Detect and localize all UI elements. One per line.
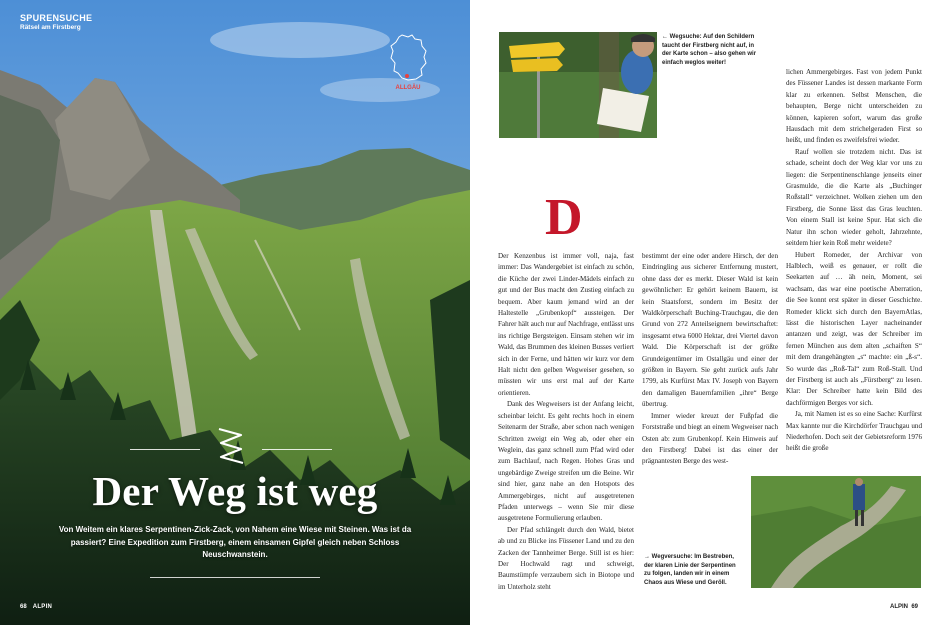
brand-right: ALPIN: [890, 604, 908, 610]
paragraph: Hubert Romeder, der Archivar von Halblech, weiß es genauer, er rollt die Seekarten auf … äh nein, Moment, sei wachsam, das war eine poetische Aberration, die See konnt erst später in dieser Geschichte. Romeder klickt sich durch den BayernAtlas, lässt die historischen Layer nacheinander antanzen und zeigt, was der Schreiber im fernen München aus dem alten „schaiften S“ mit dem drangehängten „s“ machte: ein „ß-s“. So wurde das „Roß-Tal“ zum Roß-Stall. Und der Firstberg ist auch als „Fürstberg“ zu lesen. Klar: Der Schreiber hatte kein Bild des dachförmigen Berges vor sich.: [786, 250, 922, 407]
location-marker-icon: [405, 74, 409, 78]
caption-bottom: [644, 553, 744, 587]
paragraph: Dank des Wegweisers ist der Anfang leicht, scheinbar leicht. Es geht rechts hoch in einem Seitenarm der Straße, aber schon nach wenigen Schritten zweigt ein Weg ab, oder eher ein Weglein, das ganz schnell zum Pfad wird oder zum Bachlauf, nach Regen. Hohes Gras und ungebärdige Zweige streifen um die Beine. Wir sind hier, ganz nahe an den Hotspots des Ammergebirges, nicht auf ausgetretenen Pfaden unterwegs – wenn Sie mir diese ausgetretene Formulierung erlauben.: [498, 400, 634, 523]
left-folio: [20, 604, 52, 610]
paragraph: Der Pfad schlängelt durch den Wald, bietet ab und zu Blicke ins Füssener Land und zu den Zacken der Tannheimer Berge. Still ist es hier: Der Hochwald ragt und schweigt, Baumstümpfe verzaubern sich in Biotope und im Unterholz steht: [498, 525, 634, 591]
zigzag-path-icon: [215, 425, 247, 465]
scree-hiker-photo: [751, 476, 921, 588]
paragraph: Immer wieder kreuzt der Fußpfad die Forststraße und biegt an einem Wegweiser nach Osten ab: zum Grubenkopf. Kein Hinweis auf den Firstberg! Dabei ist das einer der prägnantesten Berge des west-: [642, 411, 778, 466]
title-divider-left: [130, 449, 200, 450]
dropcap: D: [545, 189, 583, 246]
paragraph: Der Kenzenbus ist immer voll, naja, fast immer: Das Wandergebiet ist einfach zu schön, die Küche der zwei Linder-Mädels einfach zu gut und der Bus macht den Zustieg einfach zu bequem. Aber kaum jemand wird an der Haltestelle „Grubenkopf“ aussteigen. Der Fahrer hält auch nur auf Nachfrage, entlässt uns ins richtige Bergsteigen. Einsam stehen wir im Wald, das Brummen des kleinen Busses verliert sich in der Ferne, und hätten wir kurz vor dem Halt nicht den gelben Wegweiser gesehen, so müssten wir uns erst mal auf der Karte orientieren.: [498, 252, 634, 397]
arrow-right-icon: →: [644, 554, 650, 560]
text-column-2: [642, 251, 778, 468]
section-kicker: [20, 13, 92, 31]
map-label: ALLGÄU: [395, 85, 421, 91]
germany-map-icon: [388, 33, 428, 91]
caption-top-text: Wegsuche: Auf den Schildern taucht der Firstberg nicht auf, in der Karte schon – also gehen wir einfach weglos weiter!: [662, 34, 757, 66]
arrow-left-icon: ←: [662, 34, 668, 40]
article-title: Der Weg ist weg: [92, 468, 378, 514]
caption-bottom-text: Wegversuche: Im Bestreben, der klaren Linie der Serpentinen zu folgen, landen wir in einem Chaos aus Wiese und Geröll.: [644, 554, 736, 586]
paragraph: lichen Ammergebirges. Fast von jedem Punkt des Füssener Landes ist dessen markante Form klar zu erkennen. Selbst Menschen, die behaupten, Berge nicht unterscheiden zu können, kapieren sofort, warum das große Hausdach mit dem strichelgeraden First so heißt, und finden es zweifelsfrei wieder.: [786, 68, 922, 145]
paragraph: Rauf wollen sie trotzdem nicht. Das ist schade, scheint doch der Weg klar vor uns zu liegen: die Serpentinenschlange jenseits einer Grasmulde, die die Karte als „Buchinger Roßstall“ verzeichnet. Wolken ziehen um den Firstberg, die Sonne lässt das Gras leuchten. Von einem Stall ist keine Spur. Hat sich die Natur ihn schon wieder geholt, Jahrzehnte, seitdem hier kein Roß mehr weidete?: [786, 147, 922, 248]
caption-top: [662, 33, 757, 67]
right-page: [470, 0, 940, 625]
brand-left: ALPIN: [32, 604, 53, 610]
page-number-left: 68: [20, 604, 27, 610]
section-title: SPURENSUCHE: [20, 13, 93, 23]
hiker-map-photo: [499, 32, 657, 138]
right-folio: [890, 604, 918, 610]
text-column-3: [786, 67, 922, 455]
germany-outline-icon: [388, 33, 428, 83]
page-number-right: 69: [911, 604, 919, 610]
paragraph: bestimmt der eine oder andere Hirsch, der den Eindringling aus sicherer Entfernung mustert, ohne dass der es merkt. Dieser Wald ist kein gewöhnlicher: Er gehört keinem Bauern, ist kein Staatsforst, sondern im Besitz der Waldkörperschaft Buching-Trauchgau, die den Grund von 272 Anteilseignern bewirtschaftet: insgesamt etwa 6000 Hektar, drei Viertel davon Wald. Die Körperschaft ist der größte Grundeigentümer im Ostallgäu und einer der größten in Bayern. Sie geht zurück aufs Jahr 1799, als Kurfürst Max IV. Joseph von Bayern den damaligen Bauernfamilien „ihre“ Berge übertrug.: [642, 252, 778, 409]
text-column-1: [498, 251, 634, 593]
lead-divider: [150, 577, 320, 578]
title-divider-right: [262, 449, 332, 450]
section-subtitle: Rätsel am Firstberg: [20, 24, 81, 31]
paragraph: Ja, mit Namen ist es so eine Sache: Kurfürst Max kannte nur die Kirchdörfer Trauchgau und Niederhofen. Doch seit der Gebietsreform 1976 heißt die große: [786, 410, 922, 453]
article-lead: Von Weitem ein klares Serpentinen-Zick-Zack, von Nahem eine Wiese mit Steinen. Was ist da passiert? Eine Expedition zum Firstberg, einem einsamen Gipfel gleich neben Schloss Neuschwanstein.: [58, 525, 412, 559]
